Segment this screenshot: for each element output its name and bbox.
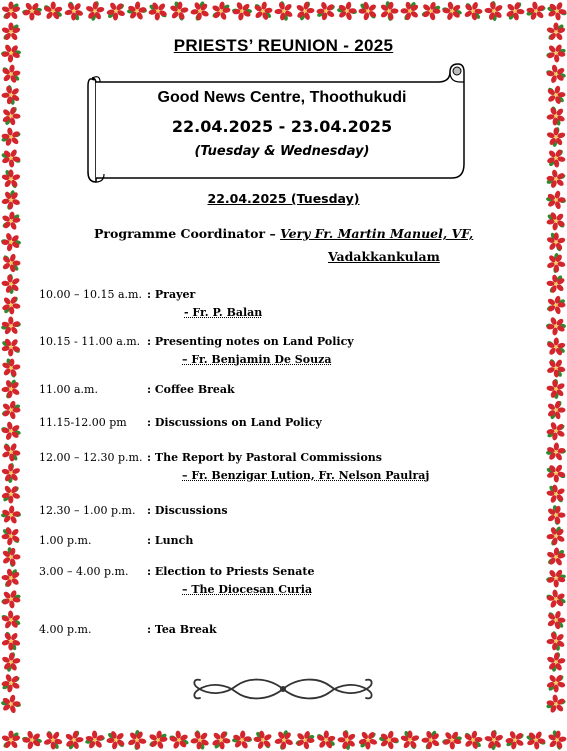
poinsettia-flower-icon [526, 730, 546, 750]
schedule-time: 12.00 – 12.30 p.m. [39, 451, 143, 464]
poinsettia-flower-icon [358, 1, 378, 21]
poinsettia-flower-icon [484, 730, 504, 750]
poinsettia-flower-icon [106, 730, 126, 750]
schedule-presenter: - Fr. P. Balan [184, 306, 263, 319]
schedule-row [39, 288, 195, 301]
poinsettia-flower-icon [379, 1, 399, 21]
poinsettia-flower-icon [1, 568, 21, 588]
schedule-row [39, 335, 354, 348]
schedule-item: : Discussions [147, 504, 228, 517]
poinsettia-flower-icon [127, 1, 147, 21]
schedule-item: : Coffee Break [147, 383, 235, 396]
coordinator-line [94, 226, 473, 241]
poinsettia-flower-icon [442, 1, 462, 21]
schedule-time: 11.00 a.m. [39, 383, 98, 396]
poinsettia-flower-icon [148, 730, 168, 750]
poinsettia-flower-icon [546, 316, 566, 336]
poinsettia-flower-icon [379, 730, 399, 750]
poinsettia-flower-icon [127, 730, 147, 750]
poinsettia-flower-icon [232, 1, 252, 21]
poinsettia-flower-icon [1, 316, 21, 336]
poinsettia-flower-icon [64, 730, 84, 750]
poinsettia-flower-icon [64, 1, 84, 21]
poinsettia-flower-icon [211, 730, 231, 750]
poinsettia-flower-icon [1, 127, 21, 147]
poinsettia-flower-icon [232, 730, 252, 750]
poinsettia-flower-icon [190, 730, 210, 750]
schedule-item: : Election to Priests Senate [147, 565, 315, 578]
floral-border-top [0, 0, 567, 22]
poinsettia-flower-icon [337, 1, 357, 21]
poinsettia-flower-icon [546, 673, 566, 693]
poinsettia-flower-icon [43, 730, 63, 750]
poinsettia-flower-icon [1, 379, 21, 399]
poinsettia-flower-icon [546, 253, 566, 273]
poinsettia-flower-icon [1, 64, 21, 84]
poinsettia-flower-icon [463, 1, 483, 21]
schedule-item: : The Report by Pastoral Commissions [147, 451, 382, 464]
poinsettia-flower-icon [546, 463, 566, 483]
poinsettia-flower-icon [505, 1, 525, 21]
schedule-time: 10.15 - 11.00 a.m. [39, 335, 141, 348]
schedule-row [39, 623, 217, 636]
poinsettia-flower-icon [22, 1, 42, 21]
schedule-item: : Presenting notes on Land Policy [147, 335, 354, 348]
poinsettia-flower-icon [546, 211, 566, 231]
poinsettia-flower-icon [484, 1, 504, 21]
schedule-presenter: – Fr. Benzigar Lution, Fr. Nelson Paulraj [182, 469, 430, 482]
day-heading: 22.04.2025 (Tuesday) [207, 191, 360, 206]
poinsettia-flower-icon [85, 1, 105, 21]
poinsettia-flower-icon [546, 694, 566, 714]
schedule-item: : Tea Break [147, 623, 217, 636]
poinsettia-flower-icon [85, 730, 105, 750]
poinsettia-flower-icon [1, 358, 21, 378]
poinsettia-flower-icon [316, 1, 336, 21]
poinsettia-flower-icon [546, 358, 566, 378]
schedule-time: 3.00 – 4.00 p.m. [39, 565, 129, 578]
coordinator-place: Vadakkankulam [328, 249, 440, 264]
poinsettia-flower-icon [1, 652, 21, 672]
floral-border-bottom [0, 729, 567, 751]
schedule-presenter: – The Diocesan Curia [182, 583, 313, 596]
schedule-row [39, 416, 322, 429]
poinsettia-flower-icon [1, 148, 21, 168]
schedule-time: 11.15-12.00 pm [39, 416, 127, 429]
poinsettia-flower-icon [1, 400, 21, 420]
poinsettia-flower-icon [1, 421, 21, 441]
poinsettia-flower-icon [546, 148, 566, 168]
poinsettia-flower-icon [421, 1, 441, 21]
poinsettia-flower-icon [546, 484, 566, 504]
poinsettia-flower-icon [1, 337, 21, 357]
poinsettia-flower-icon [526, 1, 546, 21]
poinsettia-flower-icon [1, 274, 21, 294]
poinsettia-flower-icon [253, 730, 273, 750]
poinsettia-flower-icon [546, 631, 566, 651]
poinsettia-flower-icon [1, 526, 21, 546]
poinsettia-flower-icon [106, 1, 126, 21]
poinsettia-flower-icon [148, 1, 168, 21]
poinsettia-flower-icon [274, 730, 294, 750]
coordinator-name: Very Fr. Martin Manuel, VF, [280, 226, 474, 241]
poinsettia-flower-icon [546, 547, 566, 567]
poinsettia-flower-icon [1, 442, 21, 462]
poinsettia-flower-icon [442, 730, 462, 750]
poinsettia-flower-icon [546, 505, 566, 525]
poinsettia-flower-icon [1, 463, 21, 483]
schedule-row [39, 383, 235, 396]
poinsettia-flower-icon [546, 295, 566, 315]
venue-name: Good News Centre, Thoothukudi [157, 89, 407, 106]
schedule-item: : Lunch [147, 534, 194, 547]
poinsettia-flower-icon [546, 274, 566, 294]
poinsettia-flower-icon [463, 730, 483, 750]
poinsettia-flower-icon [400, 730, 420, 750]
poinsettia-flower-icon [546, 169, 566, 189]
schedule-time: 10.00 – 10.15 a.m. [39, 288, 142, 301]
poinsettia-flower-icon [546, 568, 566, 588]
poinsettia-flower-icon [1, 211, 21, 231]
poinsettia-flower-icon [211, 1, 231, 21]
poinsettia-flower-icon [274, 1, 294, 21]
poinsettia-flower-icon [1, 253, 21, 273]
poinsettia-flower-icon [1, 106, 21, 126]
poinsettia-flower-icon [546, 232, 566, 252]
poinsettia-flower-icon [505, 730, 525, 750]
poinsettia-flower-icon [546, 337, 566, 357]
poinsettia-flower-icon [295, 1, 315, 21]
poinsettia-flower-icon [1, 673, 21, 693]
schedule-presenter: – Fr. Benjamin De Souza [182, 353, 332, 366]
poinsettia-flower-icon [358, 730, 378, 750]
poinsettia-flower-icon [190, 1, 210, 21]
poinsettia-flower-icon [546, 127, 566, 147]
poinsettia-flower-icon [22, 730, 42, 750]
poinsettia-flower-icon [169, 730, 189, 750]
schedule-row [39, 451, 382, 464]
poinsettia-flower-icon [546, 589, 566, 609]
poinsettia-flower-icon [546, 379, 566, 399]
poinsettia-flower-icon [1, 295, 21, 315]
poinsettia-flower-icon [337, 730, 357, 750]
poinsettia-flower-icon [546, 442, 566, 462]
poinsettia-flower-icon [400, 1, 420, 21]
poinsettia-flower-icon [546, 106, 566, 126]
poinsettia-flower-icon [43, 1, 63, 21]
poinsettia-flower-icon [295, 730, 315, 750]
poinsettia-flower-icon [169, 1, 189, 21]
poinsettia-flower-icon [546, 85, 566, 105]
flourish-ornament-icon [188, 674, 378, 704]
poinsettia-flower-icon [1, 631, 21, 651]
poinsettia-flower-icon [421, 730, 441, 750]
poinsettia-flower-icon [1, 547, 21, 567]
poinsettia-flower-icon [1, 589, 21, 609]
schedule-item: : Prayer [147, 288, 196, 301]
poinsettia-flower-icon [546, 400, 566, 420]
poinsettia-flower-icon [546, 526, 566, 546]
poinsettia-flower-icon [1, 85, 21, 105]
poinsettia-flower-icon [1, 694, 21, 714]
schedule-row [39, 565, 315, 578]
poinsettia-flower-icon [253, 1, 273, 21]
floral-border-left [0, 0, 22, 751]
poinsettia-flower-icon [546, 610, 566, 630]
poinsettia-flower-icon [1, 169, 21, 189]
page-title: PRIESTS’ REUNION - 2025 [173, 36, 394, 55]
poinsettia-flower-icon [546, 652, 566, 672]
event-days: (Tuesday & Wednesday) [194, 144, 370, 159]
poinsettia-flower-icon [546, 64, 566, 84]
poinsettia-flower-icon [1, 610, 21, 630]
schedule-row [39, 504, 228, 517]
event-dates: 22.04.2025 - 23.04.2025 [171, 117, 393, 136]
poinsettia-flower-icon [316, 730, 336, 750]
poinsettia-flower-icon [546, 421, 566, 441]
schedule-time: 4.00 p.m. [39, 623, 92, 636]
schedule-item: : Discussions on Land Policy [147, 416, 322, 429]
coordinator-label: Programme Coordinator – [94, 226, 276, 241]
schedule-time: 12.30 – 1.00 p.m. [39, 504, 136, 517]
schedule-row [39, 534, 193, 547]
floral-border-right [545, 0, 567, 751]
poinsettia-flower-icon [1, 505, 21, 525]
poinsettia-flower-icon [1, 484, 21, 504]
schedule-time: 1.00 p.m. [39, 534, 92, 547]
poinsettia-flower-icon [1, 232, 21, 252]
